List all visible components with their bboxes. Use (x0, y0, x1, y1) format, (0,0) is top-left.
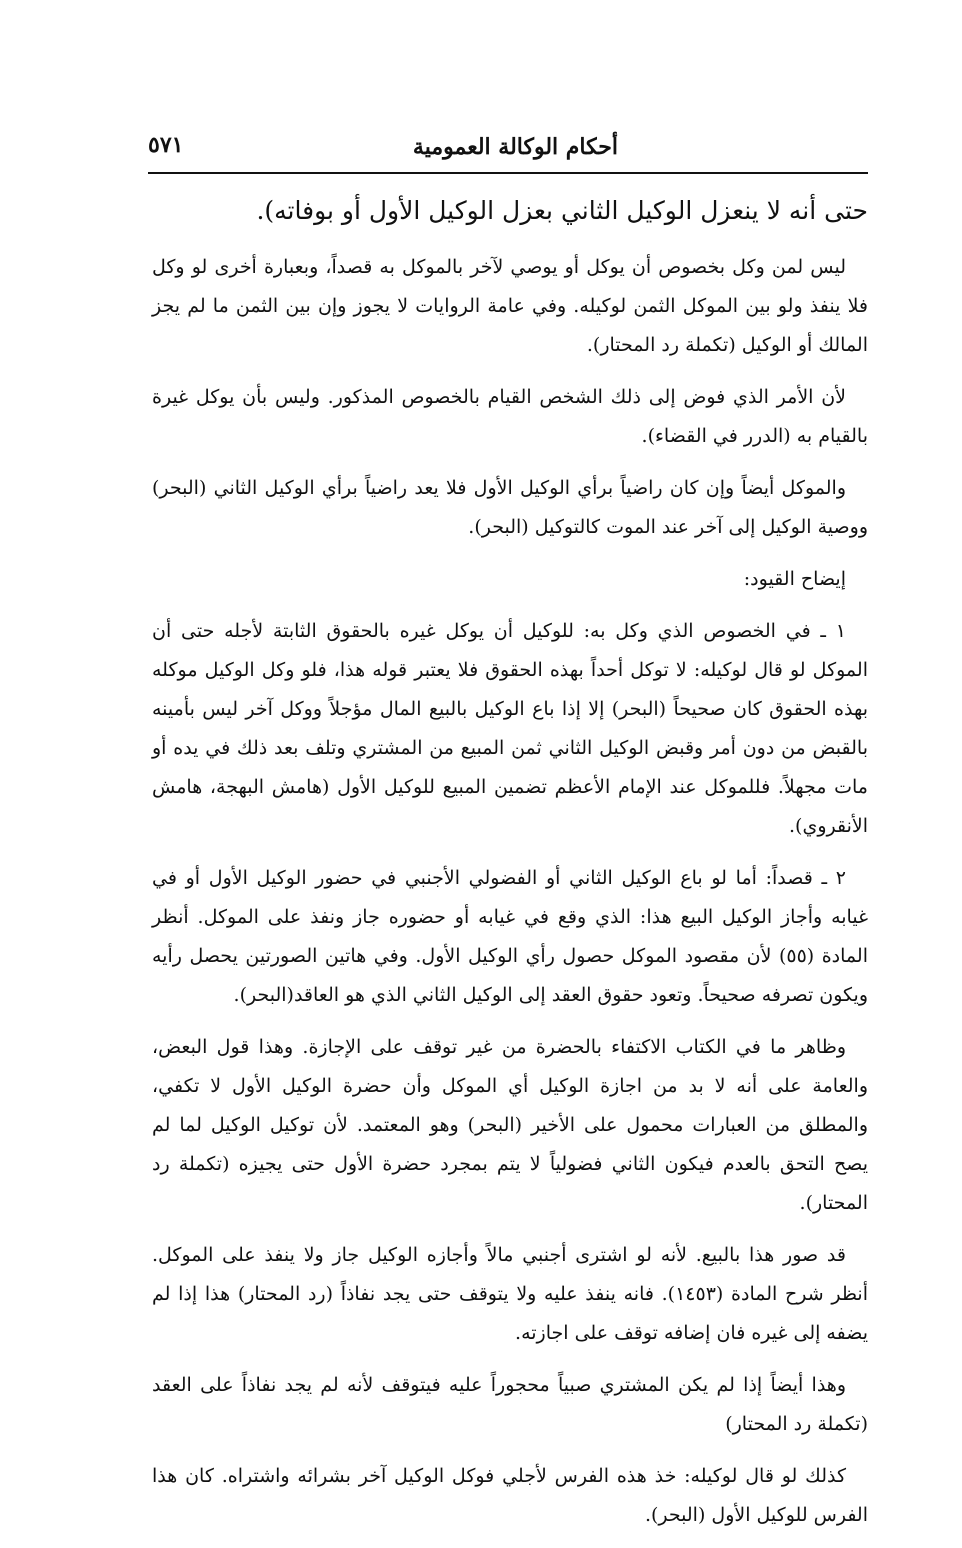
paragraph: لأن الأمر الذي فوض إلى ذلك الشخص القيام بالخصوص المذكور. وليس بأن يوكل غيرة بالقيام به (الدرر في القضاء). (152, 386, 868, 447)
paragraph: وظاهر ما في الكتاب الاكتفاء بالحضرة من غير توقف على الإجازة. وهذا قول البعض، والعامة على أنه لا بد من اجازة الوكيل أي الموكل وأن حضرة الوكيل الأول لا تكفي، والمطلق من العبارات محمول على الأخير (البحر) وهو المعتمد. لأن توكيل الوكيل لما لم يصح التحق بالعدم فيكون الثاني فضولياً لا يتم بمجرد حضرة الأول حتى يجيزه (تكملة رد المحتار). (152, 1036, 868, 1214)
paragraph: والموكل أيضاً وإن كان راضياً برأي الوكيل الأول فلا يعد راضياً برأي الوكيل الثاني (البحر) ووصية الوكيل إلى آخر عند الموت كالتوكيل (البحر). (152, 477, 868, 538)
paragraph: ٢ ـ قصداً: أما لو باع الوكيل الثاني أو الفضولي الأجنبي في حضور الوكيل الأول أو في غيابه وأجاز الوكيل البيع هذا: الذي وقع في غيابه أو حضوره جاز ونفذ على الموكل. أنظر المادة (٥٥) لأن مقصود الموكل حصول رأي الوكيل الأول. وفي هاتين الصورتين يحصل رأيه ويكون تصرفه صحيحاً. وتعود حقوق العقد إلى الوكيل الثاني الذي هو العاقد(البحر). (152, 867, 868, 1006)
section-heading: إيضاح القيود: (743, 568, 846, 590)
paragraph: كذلك لو قال لوكيله: خذ هذه الفرس لأجلي فوكل الوكيل آخر بشرائه واشتراه. كان هذا الفرس للوكيل الأول (البحر). (152, 1465, 868, 1526)
running-header (148, 128, 868, 170)
page-body (152, 188, 868, 1548)
page-number: ٥٧١ (148, 132, 184, 158)
running-title: أحكام الوكالة العمومية (412, 134, 618, 160)
paragraph: ليس لمن وكل بخصوص أن يوكل أو يوصي لآخر بالموكل به قصداً، وبعبارة أخرى لو وكل فلا ينفذ ولو بين الموكل الثمن لوكيله. وفي عامة الروايات لا يجوز وإن بين الثمن ما لم يجز المالك أو الوكيل (تكملة رد المحتار). (152, 256, 868, 356)
paragraph: ١ ـ في الخصوص الذي وكل به: للوكيل أن يوكل غيره بالحقوق الثابتة لأجله حتى أن الموكل لو قال لوكيله: لا توكل أحداً بهذه الحقوق فلا يعتبر قوله هذا، فلو وكل الوكيل موكله بهذه الحقوق كان صحيحاً (البحر) إلا إذا باع الوكيل بالبيع المال مؤجلاً ووكل آخر ليس بأمينه بالقبض من دون أمر وقبض الوكيل الثاني ثمن المبيع من المشتري وتلف بعد ذلك في يده أو مات مجهلاً. فللموكل عند الإمام الأعظم تضمين المبيع للوكيل الأول (هامش البهجة، هامش الأنقروي). (152, 620, 868, 837)
paragraph: وهذا أيضاً إذا لم يكن المشتري صبياً محجوراً عليه فيتوقف لأنه لم يجد نفاذاً على العقد (تكملة رد المحتار) (152, 1374, 868, 1435)
lead-sentence: حتى أنه لا ينعزل الوكيل الثاني بعزل الوكيل الأول أو بوفاته). (256, 196, 868, 225)
header-rule (148, 172, 868, 174)
paragraph: قد صور هذا بالبيع. لأنه لو اشترى أجنبي مالاً وأجازه الوكيل جاز ولا ينفذ على الموكل. أنظر شرح المادة (١٤٥٣). فانه ينفذ عليه ولا يتوقف حتى يجد نفاذاً (رد المحتار) هذا إذا لم يضفه إلى غيره فان إضافه توقف على اجازته. (152, 1244, 868, 1344)
